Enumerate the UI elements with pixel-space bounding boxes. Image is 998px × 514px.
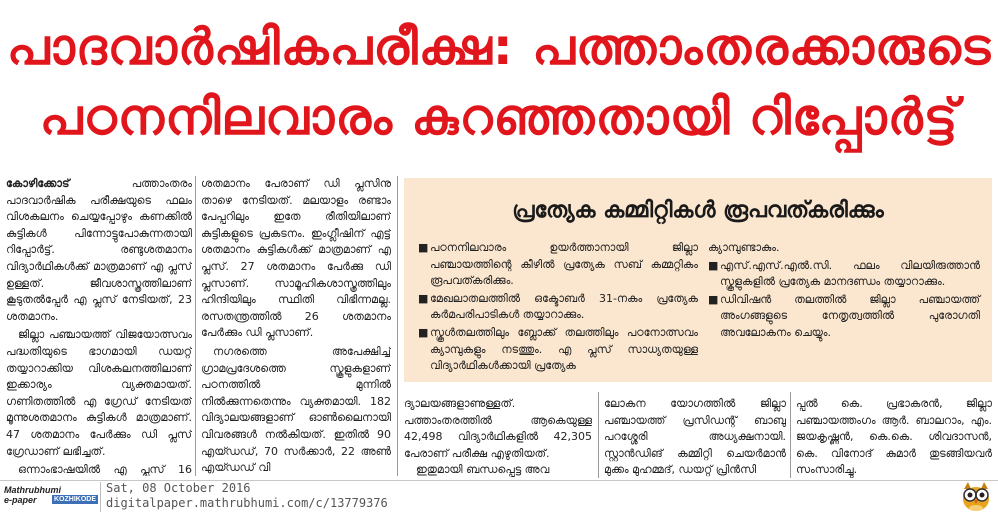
paragraph: ലോകന യോഗത്തിൽ ജില്ലാ പഞ്ചായത്ത് പ്രസിഡന്റ് ബാബു പറശ്ശേരി അധ്യക്ഷനായി. സ്റ്റാൻഡിങ് കമ്മിറ്റി ചെയർമാൻ മുക്കം മുഹമ്മദ്, ഡയറ്റ് പ്രിൻസി <box>604 397 786 477</box>
highlight-box <box>404 178 992 382</box>
dateline: കോഴിക്കോട് <box>6 177 70 190</box>
paragraph: ഒന്നാംഭാഷയിൽ എ പ്ലസ് 16 <box>18 463 192 476</box>
article-url[interactable]: digitalpaper.mathrubhumi.com/c/13779376 <box>106 496 388 510</box>
owl-mascot-icon <box>958 480 994 512</box>
box-bullet-item <box>708 258 980 291</box>
logo-subtext: e-paper <box>4 495 37 505</box>
paragraph: നഗരത്തെ അപേക്ഷിച്ച് ഗ്രാമപ്രദേശത്തെ സ്കൂളുകളാണ് പഠനത്തിൽ മുന്നിൽ നിൽക്കുന്നതെന്നും വ്യക്തമായി. 182 വിദ്യാലയങ്ങളാണ് ഓൺലൈനായി വിവരങ്ങൾ നൽകിയത്. ഇതിൽ 90 എയ്ഡഡ്, 70 സർക്കാർ, 22 അൺ എയ്ഡഡ് വി <box>201 344 391 475</box>
box-bullet-item <box>418 291 698 324</box>
column-divider <box>790 392 791 478</box>
box-bullet-item <box>708 292 980 342</box>
headline-line-2: പഠനനിലവാരം കുറഞ്ഞതായി റിപ്പോർട്ട് <box>39 88 959 146</box>
bullet-text: പഠനനിലവാരം ഉയർത്താനായി ജില്ലാ പഞ്ചായത്തിന്റെ കീഴിൽ പ്രത്യേക സബ് കമ്മറ്റികം രൂപവത്കരിക്കും. <box>430 241 698 288</box>
mathrubhumi-logo[interactable] <box>4 485 100 509</box>
bullet-icon: ■ <box>708 292 719 306</box>
box-bullet-item <box>418 240 698 290</box>
footer-divider <box>100 482 101 512</box>
bullet-icon: ■ <box>708 258 719 272</box>
paragraph: പ്പൽ കെ. പ്രഭാകരൻ, ജില്ലാ പഞ്ചായത്തംഗം ആർ. ബാലറാം, എം. ജയകൃഷ്ണൻ, കെ.കെ. ശിവദാസൻ, കെ. വിനോദ് കുമാർ തുടങ്ങിയവർ സംസാരിച്ചു. <box>796 397 992 477</box>
box-bullet-item <box>418 325 698 375</box>
article-column-4 <box>604 396 786 478</box>
bullet-text: ഡിവിഷൻ തലത്തിൽ ജില്ലാ പഞ്ചായത്ത് അംഗങ്ങളുടെ നേതൃത്വത്തിൽ പുരോഗതി അവലോകനം ചെയ്യും. <box>720 292 980 339</box>
bullet-icon: ■ <box>418 241 429 254</box>
bullet-icon: ■ <box>418 291 429 305</box>
bullet-text: മേഖലാതലത്തിൽ ഒക്ടോബർ 31-നകം പ്രത്യേക കർമപരിപാടികൾ തയ്യാറാക്കും. <box>430 291 698 322</box>
paragraph: ഇതുമായി ബന്ധപ്പെട്ട അവ <box>416 463 550 477</box>
box-column-left <box>418 240 698 376</box>
edition-badge: KOZHIKODE <box>54 496 96 503</box>
headline <box>0 0 998 160</box>
column-divider <box>397 176 398 476</box>
logo-text: Mathrubhumi <box>4 485 61 495</box>
column-divider <box>195 176 196 476</box>
column-divider <box>598 392 599 478</box>
article-column-1 <box>6 176 192 476</box>
paragraph: ശതമാനം പേരാണ് ഡി പ്ലസിനു താഴെ നേടിയത്. മലയാളം രണ്ടാം പേപ്പറിലും ഇതേ രീതിയിലാണ് കുട്ടികളുടെ പ്രകടനം. ഇംഗ്ലീഷിന് എട്ട് ശതമാനം കുട്ടികൾക്ക് മാത്രമാണ് എ പ്ലസ്. 27 ശതമാനം പേർക്കു ഡി പ്ലസാണ്. സാമൂഹികശാസ്ത്രത്തിലും ഹിന്ദിയിലും സ്ഥിതി വിഭിന്നമല്ല. രസതന്ത്രത്തിൽ 26 ശതമാനം പേർക്കും ഡി പ്ലസാണ്. <box>201 177 391 340</box>
article-column-2 <box>201 176 391 476</box>
bullet-icon: ■ <box>418 325 429 339</box>
box-column-right <box>708 240 980 343</box>
bullet-text: സ്കൂൾതലത്തിലും ബ്ലോക്ക് തലത്തിലും പഠനോത്സവം ക്യാമ്പുകളും നടത്തും. എ പ്ലസ് സാധ്യതയുള്ള വിദ്യാർഥികൾക്കായി പ്രത്യേക <box>430 325 698 373</box>
article-column-5 <box>796 396 992 478</box>
paragraph: ദ്യാലയങ്ങളാണുള്ളത്. പത്താംതരത്തിൽ ആകെയുള്ള 42,498 വിദ്യാർഥികളിൽ 42,305 പേരാണ് പരീക്ഷ എഴുതിയത്. <box>404 397 592 460</box>
article-column-3 <box>404 396 592 478</box>
headline-line-1: പാദവാർഷികപരീക്ഷ: പത്താംതരക്കാരുടെ <box>6 18 992 76</box>
box-title: പ്രത്യേക കമ്മിറ്റികൾ രൂപവത്കരിക്കും <box>512 198 884 223</box>
paragraph: ജില്ലാ പഞ്ചായത്ത് വിജയോത്സവം പദ്ധതിയുടെ ഭാഗമായി ഡയറ്റ് തയ്യാറാക്കിയ വിശകലനത്തിലാണ് ഇക്കാര്യം വ്യക്തമായത്. ഗണിതത്തിൽ എ ഗ്രേഡ് നേടിയത് മൂന്നുശതമാനം കുട്ടികൾ മാത്രമാണ്. 47 ശതമാനം പേർക്കും ഡി പ്ലസ് ഗ്രേഡാണ് ലഭിച്ചത്. <box>6 328 192 458</box>
edition-date: Sat, 08 October 2016 <box>106 481 251 495</box>
box-continuation: ക്യാമ്പുണ്ടാകും. <box>708 241 780 254</box>
bullet-text: എസ്.എസ്.എൽ.സി. ഫലം വിലയിരുത്താൻ സ്കൂളുകളിൽ പ്രത്യേക മാനദണ്ഡം തയ്യാറാക്കും. <box>720 258 980 289</box>
paragraph <box>6 176 192 325</box>
paragraph-text: പത്താംതരം പാദവാർഷിക പരീക്ഷയുടെ ഫലം വിശകലനം ചെയ്യപ്പോഴും കണക്കിൽ കുട്ടികൾ പിന്നോട്ടുപോകുന്നതായി റിപ്പോർട്ട്. രണ്ടുശതമാനം വിദ്യാർഥികൾക്ക് മാത്രമാണ് എ പ്ലസ് ഉള്ളത്. ജീവശാസ്ത്രത്തിലാണ് കൂടുതൽപ്പേർ എ പ്ലസ് നേടിയത്, 23 ശതമാനം. <box>6 177 192 323</box>
